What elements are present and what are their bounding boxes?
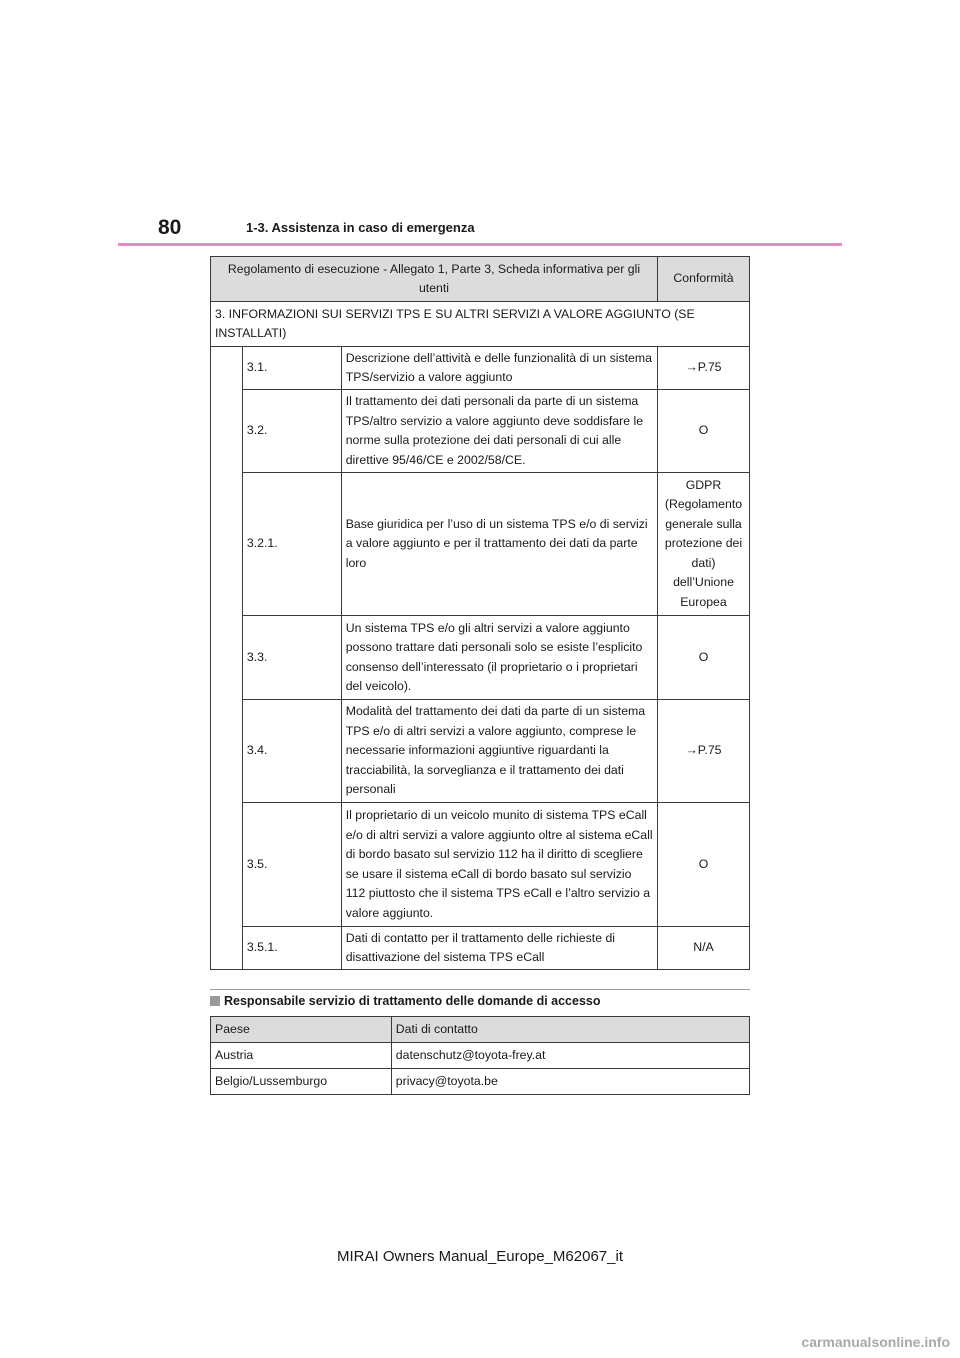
item-compliance: →P.75 — [657, 347, 749, 390]
table-row — [211, 1069, 750, 1095]
item-number: 3.4. — [242, 700, 341, 803]
item-compliance: O — [657, 616, 749, 700]
item-description: Base giuridica per l’uso di un sistema TPS e/o di servizi a valore aggiunto e per il trattamento dei dati da parte loro — [341, 473, 657, 616]
contact-cell: datenschutz@toyota-frey.at — [391, 1043, 749, 1069]
table-row — [211, 700, 750, 803]
item-number: 3.3. — [242, 616, 341, 700]
item-number: 3.2. — [242, 390, 341, 473]
table-row — [211, 347, 750, 390]
table-row — [211, 803, 750, 927]
header-divider — [118, 243, 842, 246]
table-section-row — [211, 302, 750, 347]
item-number: 3.1. — [242, 347, 341, 390]
item-compliance: O — [657, 803, 749, 927]
subsection-divider — [210, 989, 750, 990]
item-number: 3.2.1. — [242, 473, 341, 616]
table-row — [211, 390, 750, 473]
country-column-header: Paese — [211, 1017, 392, 1043]
item-number: 3.5. — [242, 803, 341, 927]
square-bullet-icon — [210, 996, 220, 1006]
item-description: Un sistema TPS e/o gli altri servizi a valore aggiunto possono trattare dati personali solo se esiste l’esplicito consenso dell’interessato (il proprietario o i proprietari del veicolo). — [341, 616, 657, 700]
table-row — [211, 927, 750, 970]
watermark: carmanualsonline.info — [801, 1334, 950, 1350]
country-cell: Austria — [211, 1043, 392, 1069]
subsection-title: Responsabile servizio di trattamento delle domande di accesso — [224, 994, 601, 1008]
item-description: Dati di contatto per il trattamento delle richieste di disattivazione del sistema TPS eCall — [341, 927, 657, 970]
item-number: 3.5.1. — [242, 927, 341, 970]
item-compliance: O — [657, 390, 749, 473]
page-number: 80 — [158, 216, 182, 239]
item-description: Il trattamento dei dati personali da parte di un sistema TPS/altro servizio a valore aggiunto deve soddisfare le norme sulla protezione dei dati personali di cui alle direttive 95/46/CE e 2002/58/CE. — [341, 390, 657, 473]
item-compliance: GDPR (Regolamento generale sulla protezione dei dati) dell’Unione Europea — [657, 473, 749, 616]
indent-cell — [211, 347, 243, 970]
item-description: Modalità del trattamento dei dati da parte di un sistema TPS e/o di altri servizi a valore aggiunto, comprese le necessarie informazioni aggiuntive riguardanti la tracciabilità, la sorveglianza e il trattamento dei dati personali — [341, 700, 657, 803]
contact-cell: privacy@toyota.be — [391, 1069, 749, 1095]
table-header-row — [211, 257, 750, 302]
table-row — [211, 616, 750, 700]
compliance-column-header: Conformità — [657, 257, 749, 302]
regulation-column-header: Regolamento di esecuzione - Allegato 1, Parte 3, Scheda informativa per gli utenti — [211, 257, 658, 302]
item-compliance: →P.75 — [657, 700, 749, 803]
subsection-heading — [210, 994, 601, 1008]
table-row — [211, 473, 750, 616]
contact-header-row — [211, 1017, 750, 1043]
contact-table — [210, 1016, 750, 1095]
section-heading-cell: 3. INFORMAZIONI SUI SERVIZI TPS E SU ALTRI SERVIZI A VALORE AGGIUNTO (SE INSTALLATI) — [211, 302, 750, 347]
item-description: Il proprietario di un veicolo munito di sistema TPS eCall e/o di altri servizi a valore aggiunto oltre al sistema eCall di bordo basato sul servizio 112 ha il diritto di scegliere se usare il sistema eCall di bordo basato sul servizio 112 piuttosto che il sistema TPS eCall e l’altro servizio a valore aggiunto. — [341, 803, 657, 927]
table-row — [211, 1043, 750, 1069]
item-description: Descrizione dell’attività e delle funzionalità di un sistema TPS/servizio a valore aggiunto — [341, 347, 657, 390]
section-title: 1-3. Assistenza in caso di emergenza — [246, 220, 475, 235]
country-cell: Belgio/Lussemburgo — [211, 1069, 392, 1095]
item-compliance: N/A — [657, 927, 749, 970]
contact-column-header: Dati di contatto — [391, 1017, 749, 1043]
footer-text: MIRAI Owners Manual_Europe_M62067_it — [337, 1248, 623, 1265]
compliance-table — [210, 256, 750, 970]
